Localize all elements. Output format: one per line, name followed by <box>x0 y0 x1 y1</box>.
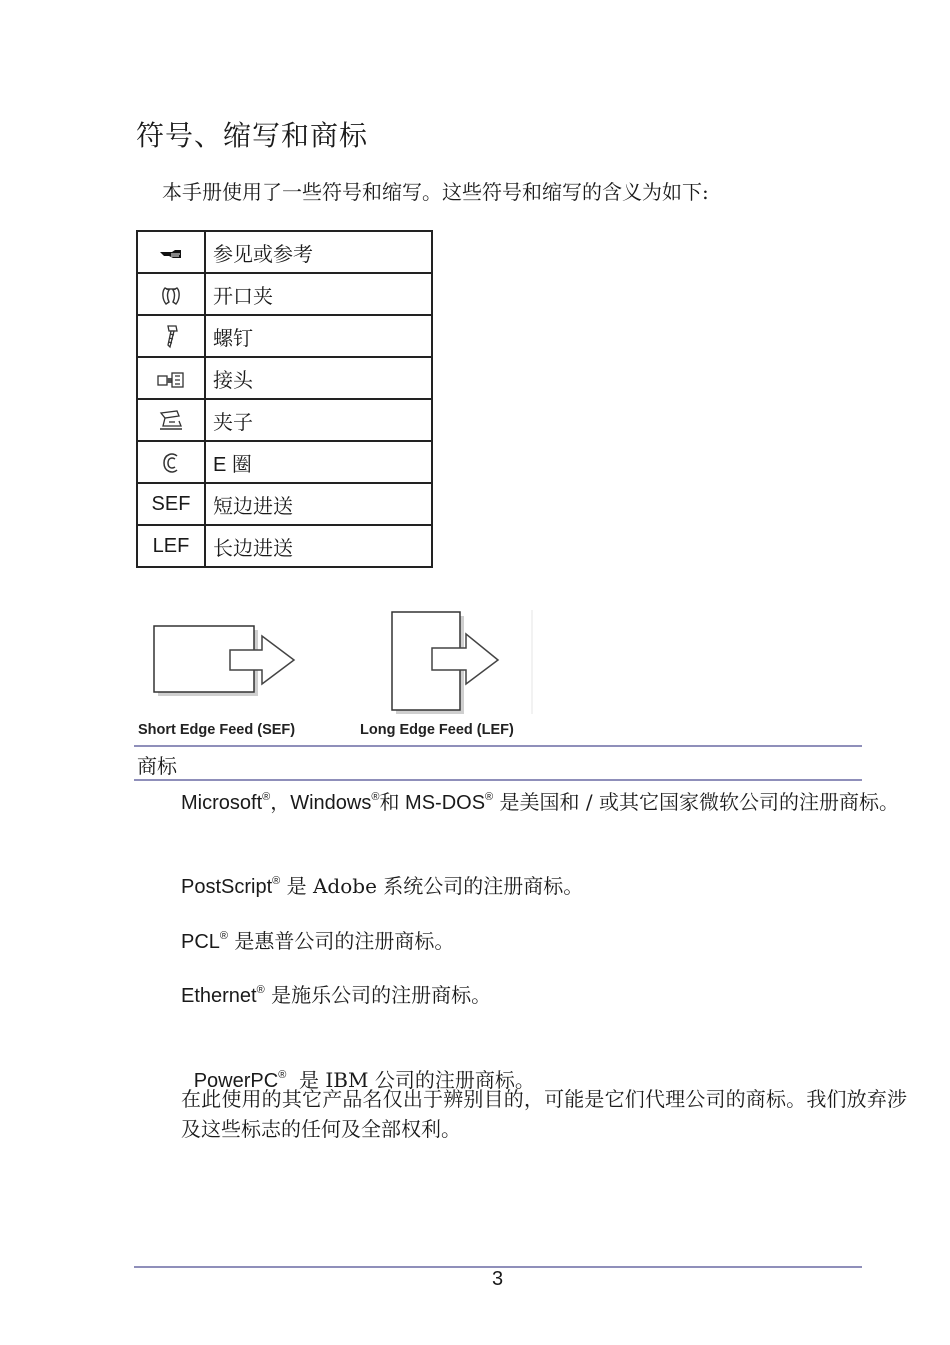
symbol-table <box>136 230 433 568</box>
symbol-label: 短边进送 <box>205 483 432 525</box>
trademark-microsoft: Microsoft®，Windows®和 MS-DOS® 是美国和 / 或其它国家微软公司的注册商标。 <box>181 790 899 814</box>
long-edge-feed-diagram <box>388 608 534 718</box>
symbol-abbr-sef: SEF <box>137 483 205 525</box>
trademark-powerpc: PowerPC® 是 IBM 公司的注册商标。 <box>193 1068 535 1092</box>
symbol-cell <box>137 357 205 399</box>
intro-text: 本手册使用了一些符号和缩写。这些符号和缩写的含义为如下: <box>162 180 709 204</box>
snap-clip-icon <box>160 286 182 306</box>
symbol-label: E 圈 <box>205 441 432 483</box>
divider <box>134 779 862 781</box>
trademarks-heading: 商标 <box>137 754 177 778</box>
screw-icon <box>162 325 180 349</box>
symbol-cell <box>137 399 205 441</box>
connector-icon <box>157 370 185 390</box>
table-row <box>137 231 432 273</box>
symbol-label: 长边进送 <box>205 525 432 567</box>
symbol-label: 开口夹 <box>205 273 432 315</box>
lef-caption: Long Edge Feed (LEF) <box>360 722 514 738</box>
sef-caption: Short Edge Feed (SEF) <box>138 722 296 738</box>
symbol-cell <box>137 315 205 357</box>
divider <box>134 745 862 747</box>
table-row <box>137 483 432 525</box>
trademark-postscript: PostScript® 是 Adobe 系统公司的注册商标。 <box>181 874 584 898</box>
symbol-cell <box>137 231 205 273</box>
table-row <box>137 273 432 315</box>
table-row <box>137 357 432 399</box>
table-row <box>137 441 432 483</box>
trademark-disclaimer: 在此使用的其它产品名仅出于辨别目的，可能是它们代理公司的商标。我们放弃涉及这些标志的任何及全部权利。 <box>181 1087 907 1141</box>
pointing-hand-icon <box>159 247 183 261</box>
table-row <box>137 399 432 441</box>
symbol-label: 参见或参考 <box>205 231 432 273</box>
page-number: 3 <box>491 1268 504 1290</box>
table-row <box>137 315 432 357</box>
symbol-label: 夹子 <box>205 399 432 441</box>
table-row <box>137 525 432 567</box>
trademark-pcl: PCL® 是惠普公司的注册商标。 <box>181 929 455 953</box>
symbol-label: 接头 <box>205 357 432 399</box>
symbol-cell <box>137 273 205 315</box>
clamp-icon <box>157 409 185 433</box>
symbol-cell <box>137 441 205 483</box>
symbol-abbr-lef: LEF <box>137 525 205 567</box>
e-ring-icon <box>161 452 181 474</box>
short-edge-feed-diagram <box>150 622 300 700</box>
page-title: 符号、缩写和商标 <box>136 119 369 152</box>
symbol-label: 螺钉 <box>205 315 432 357</box>
trademark-ethernet: Ethernet® 是施乐公司的注册商标。 <box>181 983 492 1007</box>
